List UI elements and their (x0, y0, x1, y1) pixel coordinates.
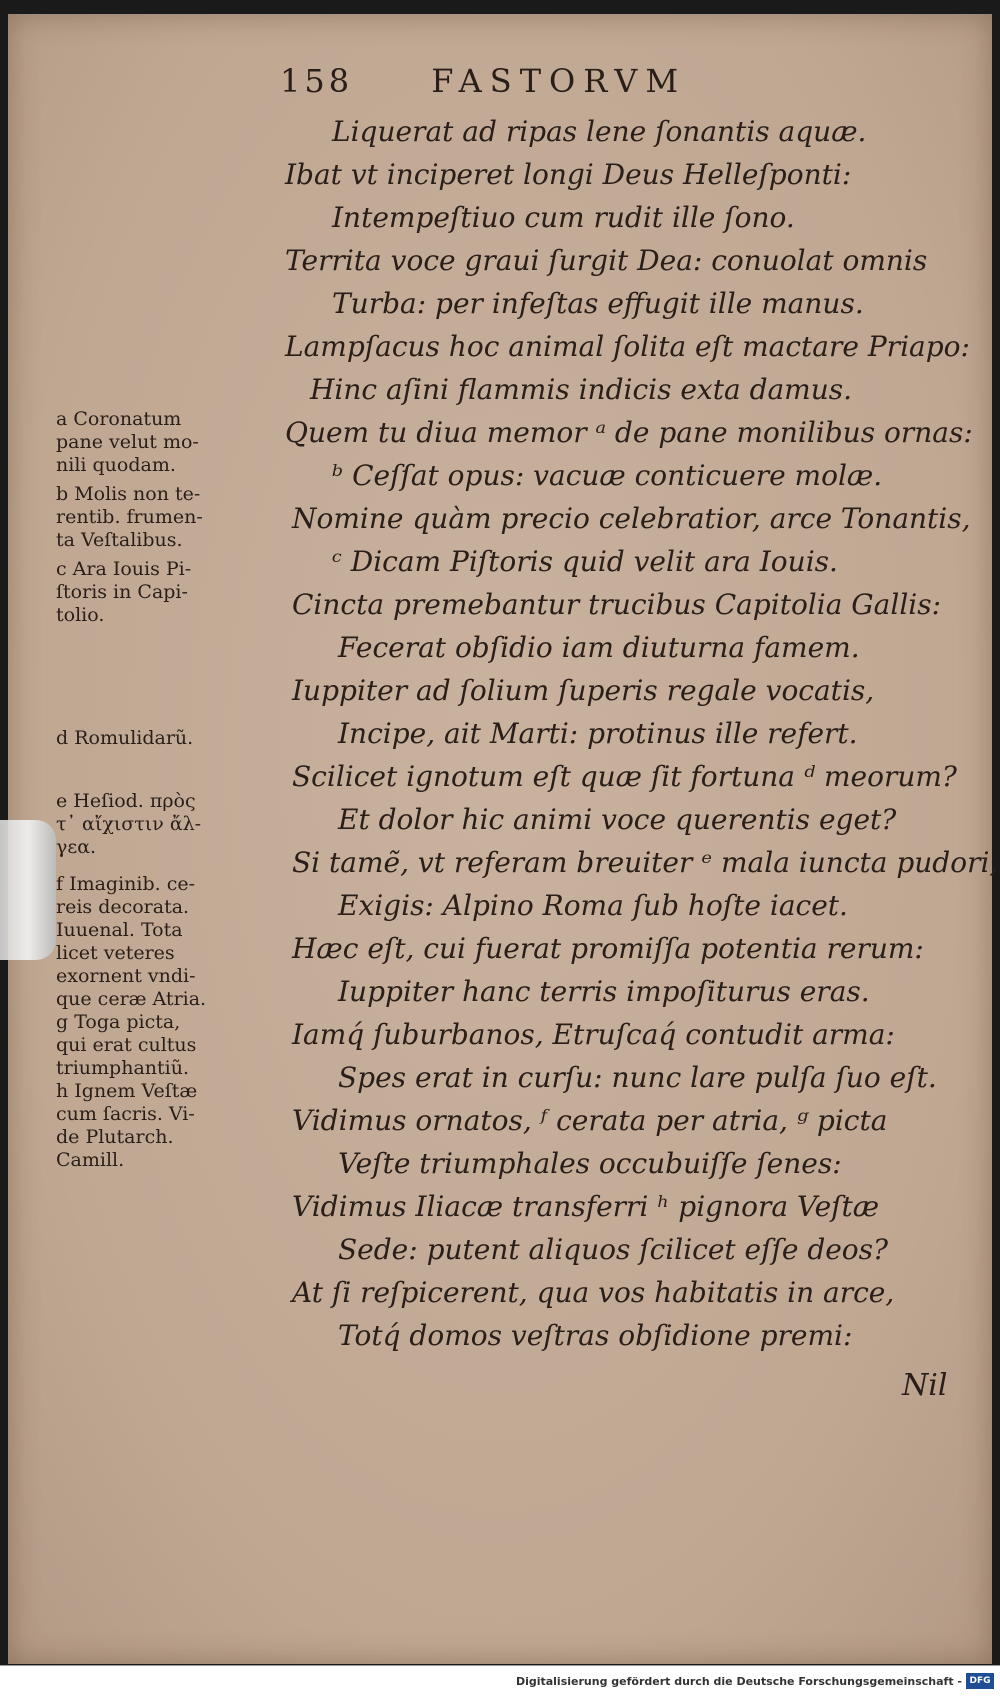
marginal-note: d Romulidarũ. (56, 727, 194, 749)
verse-line: Si tamẽ, vt referam breuiter ᵉ mala iuncta pudori, (292, 846, 999, 879)
verse-line: Fecerat obſidio iam diuturna famem. (338, 631, 860, 664)
verse-line: Spes erat in curſu: nunc lare pulſa ſuo eſt. (338, 1061, 937, 1094)
marginal-note: b Molis non te- rentib. frumen- ta Veſtalibus. (56, 483, 203, 551)
catchword: Nil (902, 1368, 948, 1403)
verse-line: Iamq́ ſuburbanos, Etruſcaq́ contudit arma: (292, 1018, 895, 1051)
verse-line: Hæc eſt, cui fuerat promiſſa potentia rerum: (292, 932, 924, 965)
verse-line: Et dolor hic animi voce querentis eget? (338, 803, 897, 836)
verse-line: Iuppiter ad ſolium ſuperis regale vocatis, (292, 674, 875, 707)
marginal-note: f Imaginib. ce- reis decorata. Iuuenal. Tota licet veteres exornent vndi- que ceræ Atria. g Toga picta, qui erat cultus triumphantiũ. h Ignem Veſtæ cum ſacris. Vi- de Plutarch. Camill. (56, 873, 207, 1171)
verse-line: Incipe, ait Marti: protinus ille refert. (338, 717, 858, 750)
verse-line: Liquerat ad ripas lene ſonantis aquæ. (332, 115, 867, 148)
verse-line: Totq́ domos veſtras obſidione premi: (338, 1319, 853, 1352)
verse-line: Intempeſtiuo cum rudit ille ſono. (332, 201, 795, 234)
verse-line: Ibat vt inciperet longi Deus Helleſponti: (285, 158, 852, 191)
verse-line: Quem tu diua memor ᵃ de pane monilibus ornas: (285, 416, 973, 449)
verse-line: Nomine quàm precio celebratior, arce Tonantis, (292, 502, 971, 535)
running-title: FASTORVM (431, 62, 687, 100)
marginal-note: c Ara Iouis Pi- ſtoris in Capi- tolio. (56, 558, 192, 626)
page-clip (0, 820, 56, 960)
verse-line: Hinc aſini flammis indicis exta damus. (310, 373, 853, 406)
verse-line: Veſte triumphales occubuiſſe ſenes: (338, 1147, 842, 1180)
verse-line: Turba: per infeſtas effugit ille manus. (332, 287, 864, 320)
verse-line: Vidimus ornatos, ᶠ cerata per atria, ᵍ picta (292, 1104, 888, 1137)
digitization-footer (0, 1665, 1000, 1700)
dfg-logo-icon: DFG (966, 1673, 994, 1689)
verse-line: Territa voce graui ſurgit Dea: conuolat omnis (285, 244, 928, 277)
page-number: 158 (280, 62, 354, 100)
marginal-note: e Heſiod. πρὸς τ᾽ αἴχιστιν ἄλ- γεα. (56, 790, 202, 858)
verse-line: Sede: putent aliquos ſcilicet eſſe deos? (338, 1233, 889, 1266)
verse-line: Iuppiter hanc terris impoſiturus eras. (338, 975, 870, 1008)
page-header (280, 62, 686, 100)
verse-line: Vidimus Iliacæ transferri ʰ pignora Veſtæ (292, 1190, 880, 1223)
marginal-note: a Coronatum pane velut mo- nili quodam. (56, 408, 199, 476)
verse-line: Cincta premebantur trucibus Capitolia Gallis: (292, 588, 942, 621)
verse-line: Lampſacus hoc animal ſolita eſt mactare Priapo: (285, 330, 970, 363)
verse-line: At ſi reſpicerent, qua vos habitatis in arce, (292, 1276, 895, 1309)
verse-line: ᶜ Dicam Piſtoris quid velit ara Iouis. (332, 545, 838, 578)
marginal-notes (56, 408, 276, 1172)
verse-line: Exigis: Alpino Roma ſub hoſte iacet. (338, 889, 848, 922)
footer-credit: Digitalisierung gefördert durch die Deutsche Forschungsgemeinschaft - (515, 1675, 962, 1688)
verse-line: ᵇ Ceſſat opus: vacuæ conticuere molæ. (332, 459, 883, 492)
verse-line: Scilicet ignotum eſt quæ ſit fortuna ᵈ meorum? (292, 760, 957, 793)
